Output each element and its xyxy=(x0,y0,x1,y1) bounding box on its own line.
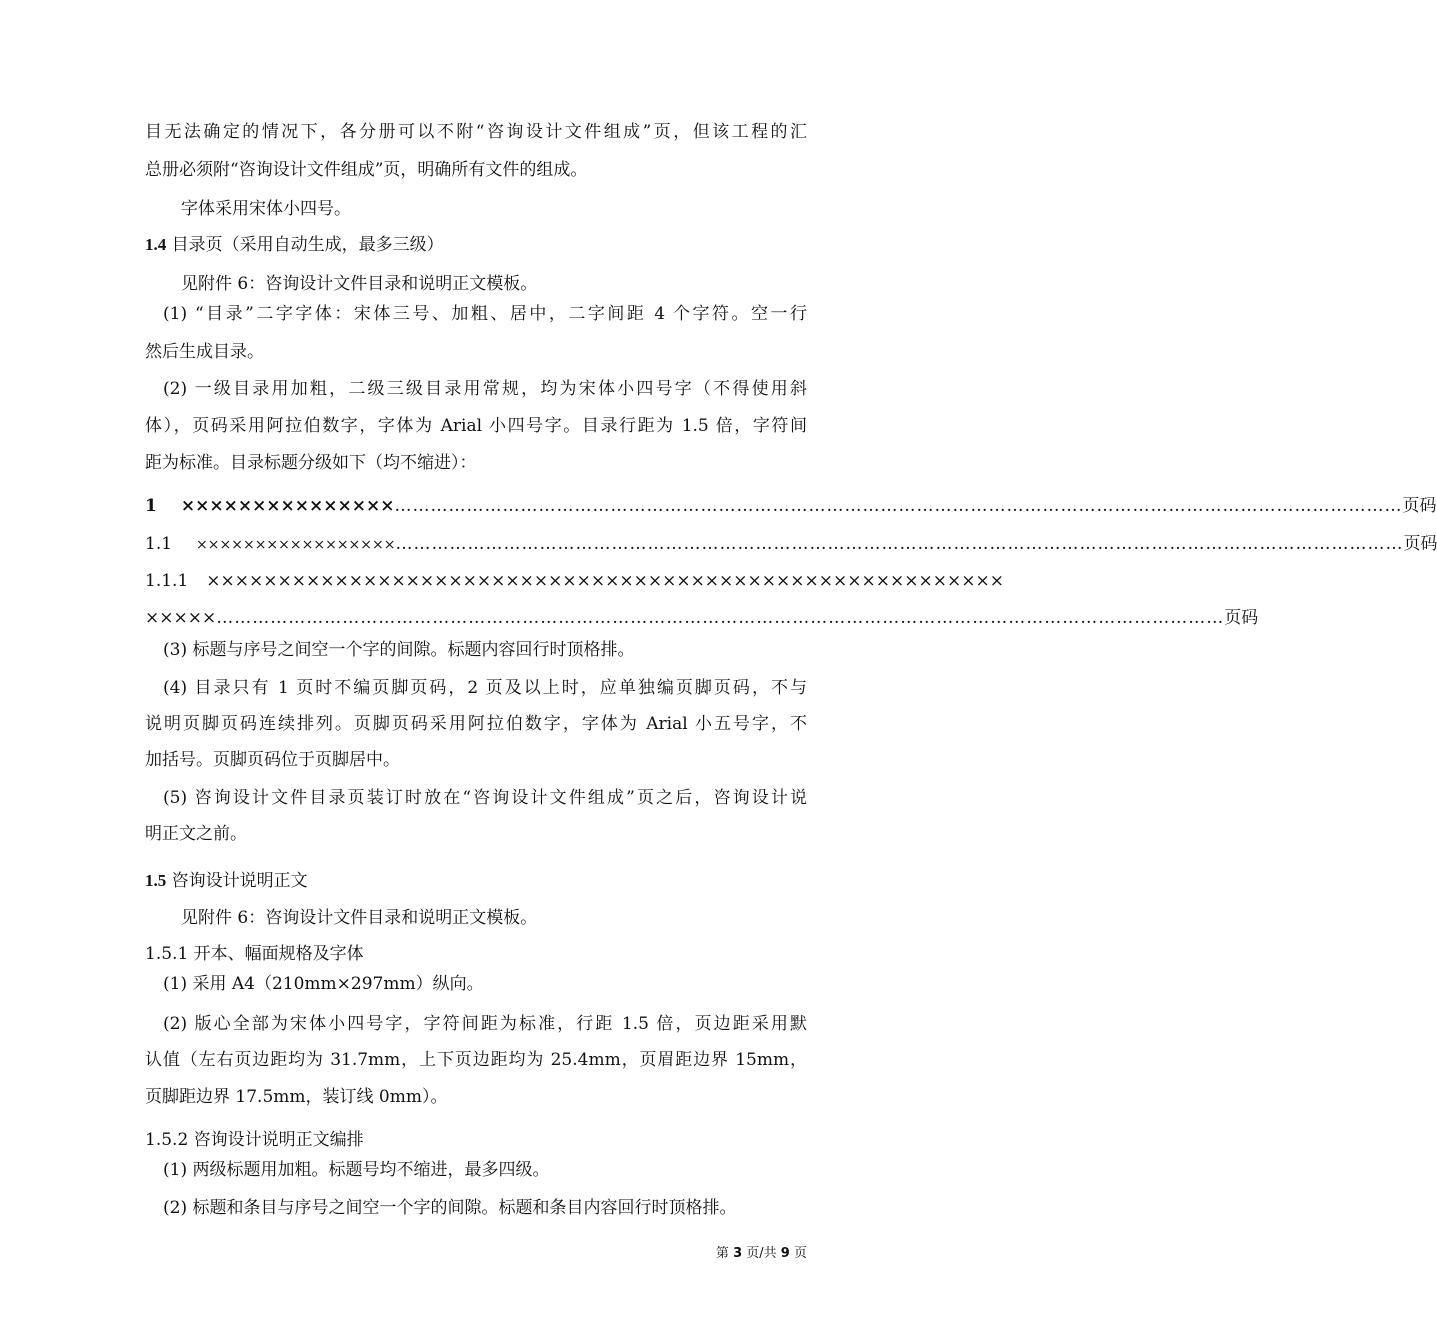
toc-level-1 xyxy=(145,494,1437,518)
page-footer xyxy=(715,1245,807,1263)
list-item-5-line-2: 明正文之前。 xyxy=(145,824,247,844)
toc-level-3 xyxy=(145,569,1004,593)
appendix-ref: 见附件 6：咨询设计文件目录和说明正文模板。 xyxy=(181,274,538,294)
toc-level-2-number: 1.1 xyxy=(145,534,173,554)
footer-post: 页 xyxy=(793,1246,807,1261)
layout-item-2: (2) 标题和条目与序号之间空一个字的间隙。标题和条目内容回行时顶格排。 xyxy=(163,1198,737,1218)
para-font-note: 字体采用宋体小四号。 xyxy=(181,199,351,219)
toc-leader: …………………………………………………………………………………………………………………………………………………… xyxy=(395,534,1404,554)
list-item-2-line-3: 距为标准。目录标题分级如下（均不缩进）： xyxy=(145,453,477,473)
section-title: 目录页（采用自动生成，最多三级） xyxy=(171,235,444,255)
toc-level-3-number: 1.1.1 xyxy=(145,571,189,591)
section-heading-1-4 xyxy=(145,233,807,257)
list-item-2-line-2: 体），页码采用阿拉伯数字，字体为 Arial 小四号字。目录行距为 1.5 倍，字符间 xyxy=(145,416,807,436)
list-item-4-line-2: 说明页脚页码连续排列。页脚页码采用阿拉伯数字，字体为 Arial 小五号字，不 xyxy=(145,714,807,734)
layout-item-1: (1) 两级标题用加粗。标题号均不缩进，最多四级。 xyxy=(163,1160,550,1180)
footer-pre: 第 xyxy=(715,1246,729,1261)
list-item-1-line-2: 然后生成目录。 xyxy=(145,342,264,362)
toc-level-3-continued xyxy=(145,606,1259,630)
toc-level-1-title: ××××××××××××××× xyxy=(180,496,395,516)
toc-page-label: 页码 xyxy=(1402,496,1437,516)
toc-page-label: 页码 xyxy=(1224,608,1259,628)
list-item-2-line-1: (2) 一级目录用加粗，二级三级目录用常规，均为宋体小四号字（不得使用斜 xyxy=(163,379,807,399)
subsection-heading-1-5-2: 1.5.2 咨询设计说明正文编排 xyxy=(145,1130,364,1150)
section-title: 咨询设计说明正文 xyxy=(171,871,308,891)
section-number: 1.5 xyxy=(145,871,167,890)
toc-level-2 xyxy=(145,532,1437,557)
list-item-1-line-1: (1) “目录”二字字体：宋体三号、加粗、居中，二字间距 4 个字符。空一行 xyxy=(163,304,807,324)
list-item-4-line-3: 加括号。页脚页码位于页脚居中。 xyxy=(145,750,400,770)
para-line-1: 目无法确定的情况下，各分册可以不附“咨询设计文件组成”页，但该工程的汇 xyxy=(145,122,807,142)
list-item-3: (3) 标题与序号之间空一个字的间隙。标题内容回行时顶格排。 xyxy=(163,640,635,660)
section-heading-1-5 xyxy=(145,869,807,893)
footer-current-page: 3 xyxy=(733,1246,743,1261)
appendix-ref-2: 见附件 6：咨询设计文件目录和说明正文模板。 xyxy=(181,908,538,928)
section-number: 1.4 xyxy=(145,235,167,254)
toc-level-3-title: ×××××××××××××××××××××××××××××××××××××××××××××××××××××××× xyxy=(206,571,1004,591)
format-item-1: (1) 采用 A4（210mm×297mm）纵向。 xyxy=(163,974,484,994)
list-item-5-line-1: (5) 咨询设计文件目录页装订时放在“咨询设计文件组成”页之后，咨询设计说 xyxy=(163,788,807,808)
para-line-2: 总册必须附“咨询设计文件组成”页，明确所有文件的组成。 xyxy=(145,160,588,180)
format-item-2-line-3: 页脚距边界 17.5mm，装订线 0mm）。 xyxy=(145,1087,448,1107)
toc-level-3-title-cont: ××××× xyxy=(145,608,217,628)
toc-level-2-title: ××××××××××××××××× xyxy=(196,537,396,553)
footer-total-pages: 9 xyxy=(780,1246,790,1261)
list-item-4-line-1: (4) 目录只有 1 页时不编页脚页码，2 页及以上时，应单独编页脚页码，不与 xyxy=(163,678,807,698)
toc-level-1-number: 1 xyxy=(145,496,157,516)
toc-page-label: 页码 xyxy=(1403,534,1437,554)
footer-mid: 页/共 xyxy=(746,1246,777,1261)
format-item-2-line-2: 认值（左右页边距均为 31.7mm，上下页边距均为 25.4mm，页眉距边界 15mm， xyxy=(145,1050,807,1070)
format-item-2-line-1: (2) 版心全部为宋体小四号字，字符间距为标准，行距 1.5 倍，页边距采用默 xyxy=(163,1014,807,1034)
toc-leader: …………………………………………………………………………………………………………………………………………………… xyxy=(394,496,1403,516)
subsection-heading-1-5-1: 1.5.1 开本、幅面规格及字体 xyxy=(145,944,364,964)
toc-leader: …………………………………………………………………………………………………………………………………………………… xyxy=(216,608,1225,628)
